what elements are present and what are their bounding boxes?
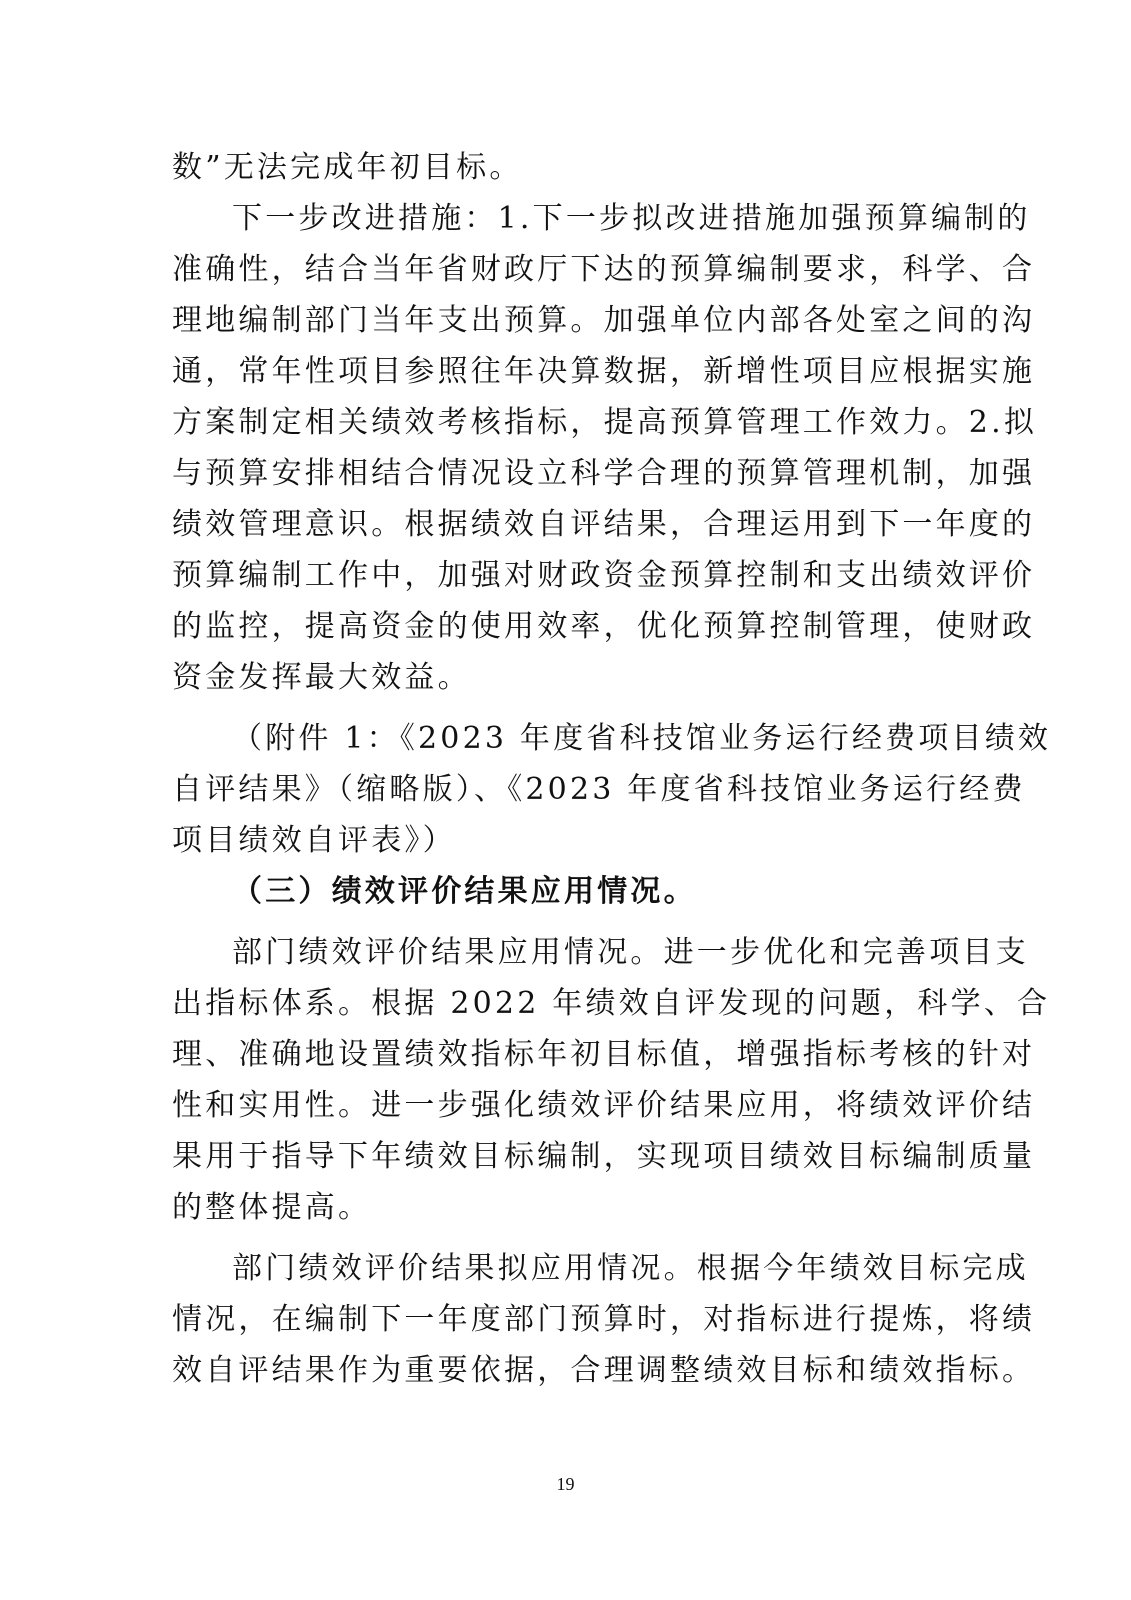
text-line-16: 部门绩效评价结果应用情况。进一步优化和完善项目支	[232, 935, 1029, 970]
text-line-22: 部门绩效评价结果拟应用情况。根据今年绩效目标完成	[232, 1251, 1029, 1286]
page-number: 19	[556, 1474, 575, 1494]
text-line-7: 与预算安排相结合情况设立科学合理的预算管理机制，加强	[172, 456, 1036, 491]
text-line-14: 项目绩效自评表》）	[172, 823, 456, 858]
text-line-20: 果用于指导下年绩效目标编制，实现项目绩效目标编制质量	[172, 1139, 1036, 1174]
section-heading: （三）绩效评价结果应用情况。	[232, 874, 697, 909]
text-line-2: 下一步改进措施：1.下一步拟改进措施加强预算编制的	[232, 201, 1031, 236]
text-line-12: （附件 1：《2023 年度省科技馆业务运行经费项目绩效	[232, 721, 1052, 756]
text-line-21: 的整体提高。	[172, 1190, 372, 1225]
text-line-10: 的监控，提高资金的使用效率，优化预算控制管理，使财政	[172, 609, 1036, 644]
text-line-8: 绩效管理意识。根据绩效自评结果，合理运用到下一年度的	[172, 507, 1036, 542]
text-line-5: 通，常年性项目参照往年决算数据，新增性项目应根据实施	[172, 354, 1036, 389]
text-line-17: 出指标体系。根据 2022 年绩效自评发现的问题，科学、合	[172, 986, 1051, 1021]
text-line-18: 理、准确地设置绩效指标年初目标值，增强指标考核的针对	[172, 1037, 1036, 1072]
text-line-19: 性和实用性。进一步强化绩效评价结果应用，将绩效评价结	[172, 1088, 1036, 1123]
text-line-13: 自评结果》（缩略版）、《2023 年度省科技馆业务运行经费	[172, 772, 1026, 807]
text-line-6: 方案制定相关绩效考核指标，提高预算管理工作效力。2.拟	[172, 405, 1038, 440]
text-line-11: 资金发挥最大效益。	[172, 660, 471, 695]
text-line-24: 效自评结果作为重要依据，合理调整绩效目标和绩效指标。	[172, 1353, 1036, 1388]
text-line-4: 理地编制部门当年支出预算。加强单位内部各处室之间的沟	[172, 303, 1036, 338]
text-line-23: 情况，在编制下一年度部门预算时，对指标进行提炼，将绩	[172, 1302, 1036, 1337]
text-line-3: 准确性，结合当年省财政厅下达的预算编制要求，科学、合	[172, 252, 1036, 287]
text-line-1: 数”无法完成年初目标。	[172, 150, 523, 185]
text-line-9: 预算编制工作中，加强对财政资金预算控制和支出绩效评价	[172, 558, 1036, 593]
